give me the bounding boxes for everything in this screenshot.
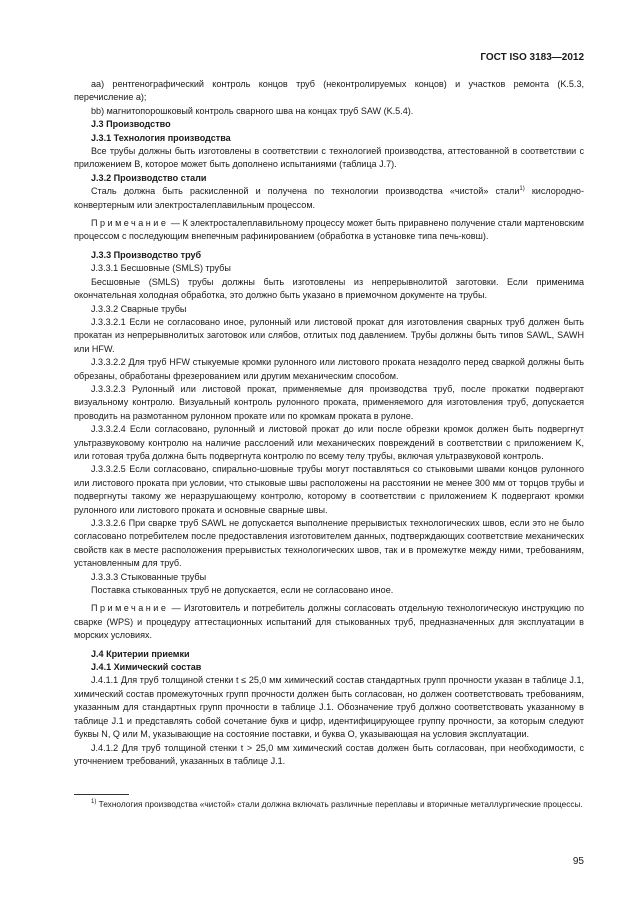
paragraph-j32-text-a: Сталь должна быть раскисленной и получена по технологии производства «чистой» стали — [91, 186, 520, 197]
footnote-mark: 1) — [91, 799, 97, 806]
footnote-ref: 1) — [519, 186, 525, 193]
list-item-aa: аа) рентгенографический контроль концов труб (неконтролируемых концов) и участков ремонта (K.5.3, перечисление а); — [74, 79, 584, 103]
paragraph-j331: Бесшовные (SMLS) трубы должны быть изготовлены из непрерывнолитой заготовки. Если применима окончательная холодная обработка, это должно быть указано в приемочном документе на трубы. — [74, 276, 584, 301]
note-label: Примечание — [91, 603, 169, 614]
page-body — [74, 78, 584, 768]
paragraph-j3321: J.3.3.2.1 Если не согласовано иное, рулонный или листовой прокат для изготовления сварных труб должен быть прокатан из непрерывнолитых заготовок или слябов, отлитых под давлением. Трубы должны быть типов SAWL, SAWH или HFW. — [74, 316, 584, 354]
paragraph-j411: J.4.1.1 Для труб толщиной стенки t ≤ 25,0 мм химический состав стандартных групп прочности указан в таблице J.1, химический состав промежуточных групп прочности должен быть согласован, но должен соответствовать требованиям, указанным для стандартных групп прочности в таблице J.1. Обозначение труб должно соответствовать указанному в таблице J.1 и представлять собой сочетание букв и цифр, идентифицирующее группу прочности, за которым следуют буквы N, Q или M, указывающие на состояние поставки, и буква O, указывающая на условия эксплуатации. — [74, 675, 584, 740]
standard-header: ГОСТ ISO 3183—2012 — [480, 52, 584, 63]
footnote-divider — [74, 794, 129, 795]
note-text: — Изготовитель и потребитель должны согласовать отдельную технологическую инструкцию по сварке (WPS) и процедуру аттестационных испытаний для стыкованных труб, предназначенных для эксплуатации в морских условиях. — [74, 603, 584, 641]
paragraph-j412: J.4.1.2 Для труб толщиной стенки t > 25,0 мм химический состав должен быть согласован, при необходимости, с уточнением требований, указанных в таблице J.1. — [74, 742, 584, 766]
note-2 — [74, 602, 584, 642]
note-label: Примечание — [91, 218, 169, 229]
paragraph-j3322: J.3.3.2.2 Для труб HFW стыкуемые кромки рулонного или листового проката незадолго перед сваркой должны быть обрезаны, обработаны фрезерованием или другим механическим способом. — [74, 357, 584, 381]
clause-j333: J.3.3.3 Стыкованные трубы — [91, 571, 207, 582]
note-1 — [74, 217, 584, 244]
section-heading-j4: J.4 Критерии приемки — [91, 648, 190, 659]
paragraph-j32-text-b: кислородно-конвертерным или электросталеплавильным процессом. — [74, 186, 584, 210]
section-heading-j3: J.3 Производство — [91, 119, 171, 130]
paragraph-j3325: J.3.3.2.5 Если согласовано, спирально-шовные трубы могут поставляться со стыковыми швами концов рулонного или листового проката при условии, что стыковые швы расположены на расстоянии не менее 300 мм от торцов трубы и подвергнуты такому же неразрушающему контролю, которому в соответствии с приложением K подвергают кромки рулонного или листового проката и основные сварные швы. — [74, 464, 584, 515]
list-item-bb: bb) магнитопорошковый контроль сварного шва на концах труб SAW (K.5.4). — [91, 105, 414, 116]
page-number: 95 — [572, 856, 584, 867]
note-text: — К электросталеплавильному процессу может быть приравнено получение стали мартеновским процессом с последующим внепечным рафинированием (обработка в установке типа печь-ковш). — [74, 218, 584, 242]
subsection-heading-j31: J.3.1 Технология производства — [91, 132, 231, 143]
paragraph-j3324: J.3.3.2.4 Если согласовано, рулонный и листовой прокат до или после обрезки кромок должен быть подвергнут ультразвуковому контролю на наличие расслоений или механических повреждений в соответствии с приложением K, или готовая труба должна быть подвергнута контролю по всему телу трубы, включая ультразвуковой контроль. — [74, 424, 584, 461]
subsection-heading-j33: J.3.3 Производство труб — [91, 249, 202, 260]
paragraph-j3323: J.3.3.2.3 Рулонный или листовой прокат, применяемые для производства труб, после прокатки подвергают визуальному контролю. Визуальный контроль рулонного проката, применяемого для изготовления труб, допускается проводить на размотанном рулонном прокате или по кромкам проката в рулоне. — [74, 383, 584, 421]
footnote-text: Технология производства «чистой» стали должна включать различные переплавы и вторичные металлургические процессы. — [96, 799, 583, 809]
paragraph-j333: Поставка стыкованных труб не допускается, если не согласовано иное. — [91, 585, 394, 596]
paragraph-j31: Все трубы должны быть изготовлены в соответствии с технологией производства, аттестованной в соответствии с приложением В, которое может быть дополнено испытаниями (таблица J.7). — [74, 146, 584, 170]
paragraph-j3326: J.3.3.2.6 При сварке труб SAWL не допускается выполнение прерывистых технологических швов, если это не было согласовано потребителем после предоставления изготовителем данных, подтверждающих соответствие механических свойств как в месте расположения прерывистых технологических швов, так и в промежутке между ними, требованиям, установленным для труб. — [74, 518, 584, 569]
subsection-heading-j32: J.3.2 Производство стали — [91, 172, 207, 183]
clause-j331: J.3.3.1 Бесшовные (SMLS) трубы — [91, 263, 231, 274]
subsection-heading-j41: J.4.1 Химический состав — [91, 662, 202, 673]
clause-j332: J.3.3.2 Сварные трубы — [91, 303, 187, 314]
paragraph-j32 — [74, 185, 584, 212]
footnote — [74, 798, 584, 810]
